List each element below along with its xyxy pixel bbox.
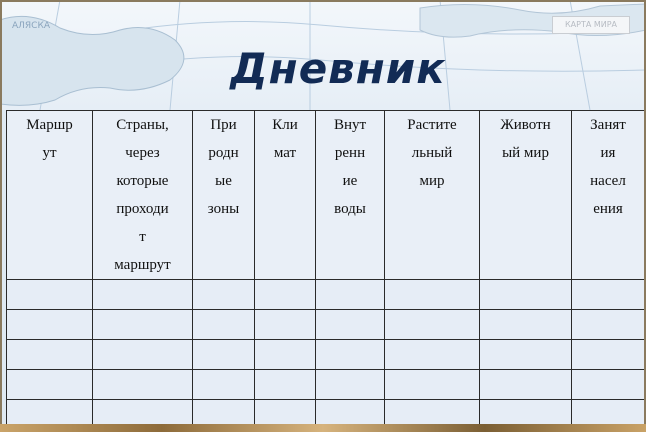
column-header-countries: Страны, через которые проходи т маршрут (93, 111, 193, 280)
map-label: АЛЯСКА (12, 21, 51, 31)
column-header-flora: Растите льный мир (385, 111, 480, 280)
column-header-climate: Кли мат (255, 111, 316, 280)
page-title: Дневник (230, 44, 446, 93)
map-badge: КАРТА МИРА (552, 16, 630, 34)
bottom-decoration (0, 424, 646, 432)
column-header-fauna: Животн ый мир (480, 111, 572, 280)
column-header-route: Маршр ут (7, 111, 93, 280)
column-header-inland-waters: Внут ренн ие воды (316, 111, 385, 280)
column-header-occupations: Занят ия насел ения (572, 111, 645, 280)
column-header-natural-zones: При родн ые зоны (193, 111, 255, 280)
